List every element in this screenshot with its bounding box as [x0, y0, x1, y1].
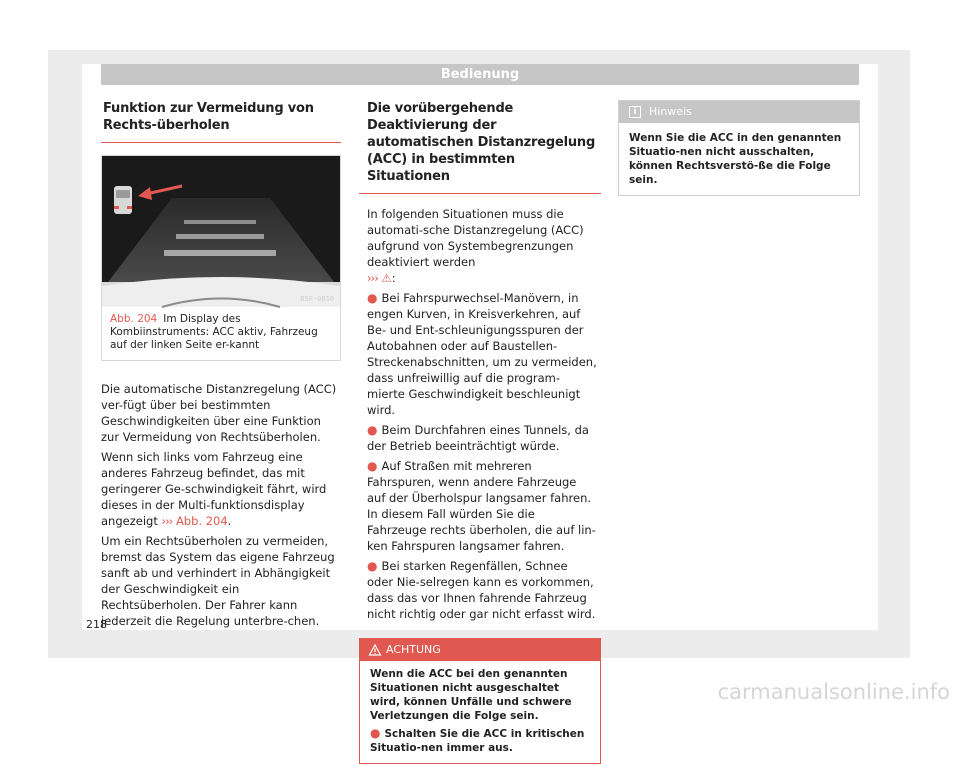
bullet-text: Bei Fahrspurwechsel-Manövern, in engen Kurven, in Kreisverkehren, auf Be- und Ent-schleunigungsspuren der Autobahnen oder auf Baustellen-Streckenabschnitten, um zu vermeiden, dass unfreiwillig auf die program-mierte Geschwindigkeit beschleunigt wird. — [367, 291, 597, 417]
paragraph-2-end: . — [227, 514, 232, 528]
bullet-text: Auf Straßen mit mehreren Fahrspuren, wenn andere Fahrzeuge auf der Überholspur langsamer fahren. In diesem Fall würden Sie die Fahrzeuge rechts überholen, die auf lin-ken Fahrspuren langsamer fahren. — [367, 459, 596, 553]
figure-caption — [102, 307, 340, 360]
warning-bullet — [370, 726, 590, 755]
paragraph-1: Die automatische Distanzregelung (ACC) ver-fügt über bei bestimmten Geschwindigkeiten über eine Funktion zur Vermeidung von Rechtsüberholen. — [101, 382, 337, 444]
figure-image-dashboard-display — [102, 156, 340, 307]
warning-triangle-icon — [369, 644, 381, 656]
bullet-icon: ● — [367, 559, 378, 573]
section-title-deaktivierung: Die vorübergehende Deaktivierung der automatischen Distanzregelung (ACC) in bestimmten Situationen — [359, 100, 601, 194]
bullet-item — [367, 290, 597, 418]
note-header — [619, 101, 859, 123]
figure-caption-text: Im Display des Kombiinstruments: ACC aktiv, Fahrzeug auf der linken Seite er-kannt — [110, 313, 318, 351]
road-display-illustration — [102, 156, 340, 307]
reference-arrow: ››› — [367, 271, 378, 285]
reference-arrow: ››› — [161, 514, 173, 528]
bullet-text: Bei starken Regenfällen, Schnee oder Nie-selregen kann es vorkommen, dass das vor Ihnen fahrende Fahrzeug nicht richtig oder gar nicht erfasst wird. — [367, 559, 596, 621]
figure-label: Abb. 204 — [110, 313, 158, 325]
note-box — [618, 100, 860, 196]
note-title: Hinweis — [649, 105, 692, 118]
watermark: carmanualsonline.info — [717, 680, 950, 704]
warning-title: ACHTUNG — [386, 643, 441, 656]
section-header: Bedienung — [101, 64, 859, 85]
bullet-icon: ● — [367, 459, 378, 473]
paragraph-3: Um ein Rechtsüberholen zu vermeiden, bremst das System das eigene Fahrzeug sanft ab und verhindert in Abhängigkeit der Geschwindigkeit ein Rechtsüberholen. Der Fahrer kann jederzeit die Regelung unterbre-chen. — [101, 534, 335, 628]
paragraph-2-text: Wenn sich links vom Fahrzeug eine anderes Fahrzeug befindet, das mit geringerer Ge-schwindigkeit fährt, wird dieses in der Multi-funktionsdisplay angezeigt — [101, 450, 327, 528]
car-icon — [114, 186, 132, 214]
figure-reference-link[interactable]: Abb. 204 — [175, 514, 228, 528]
bullet-item — [367, 422, 597, 454]
bullet-icon: ● — [367, 423, 378, 437]
warning-bullet-text: Schalten Sie die ACC in kritischen Situatio-nen immer aus. — [370, 728, 585, 754]
paragraph-2 — [101, 449, 341, 529]
warning-text: Wenn die ACC bei den genannten Situationen nicht ausgeschaltet wird, können Unfälle und schwere Verletzungen die Folge sein. — [370, 668, 572, 722]
bullet-item — [367, 558, 597, 622]
body-text-left — [101, 381, 341, 629]
warning-triangle-icon: ⚠ — [381, 271, 392, 285]
bullet-icon: ● — [367, 291, 378, 305]
figure-code: B5F-0810 — [300, 295, 334, 303]
intro-end: : — [391, 271, 396, 285]
warning-body — [360, 661, 600, 763]
warning-header — [360, 639, 600, 661]
section-title-rechtsueberholen: Funktion zur Vermeidung von Rechts-überholen — [101, 100, 341, 143]
body-text-middle — [359, 206, 601, 622]
intro-paragraph — [367, 206, 597, 286]
warning-box — [359, 638, 601, 764]
figure-204 — [101, 155, 341, 361]
bullet-item — [367, 458, 597, 554]
bullet-icon: ● — [370, 726, 381, 740]
column-middle — [359, 100, 601, 764]
bullet-text: Beim Durchfahren eines Tunnels, da der Betrieb beeinträchtigt würde. — [367, 423, 589, 453]
note-body: Wenn Sie die ACC in den genannten Situatio-nen nicht ausschalten, können Rechtsverstö-ße die Folge sein. — [629, 132, 842, 186]
page-number: 218 — [86, 618, 107, 631]
info-icon: i — [629, 106, 641, 118]
intro-text: In folgenden Situationen muss die automati-sche Distanzregelung (ACC) aufgrund von Systembegrenzungen deaktiviert werden — [367, 207, 584, 269]
column-right — [618, 100, 860, 196]
column-left — [101, 100, 341, 633]
